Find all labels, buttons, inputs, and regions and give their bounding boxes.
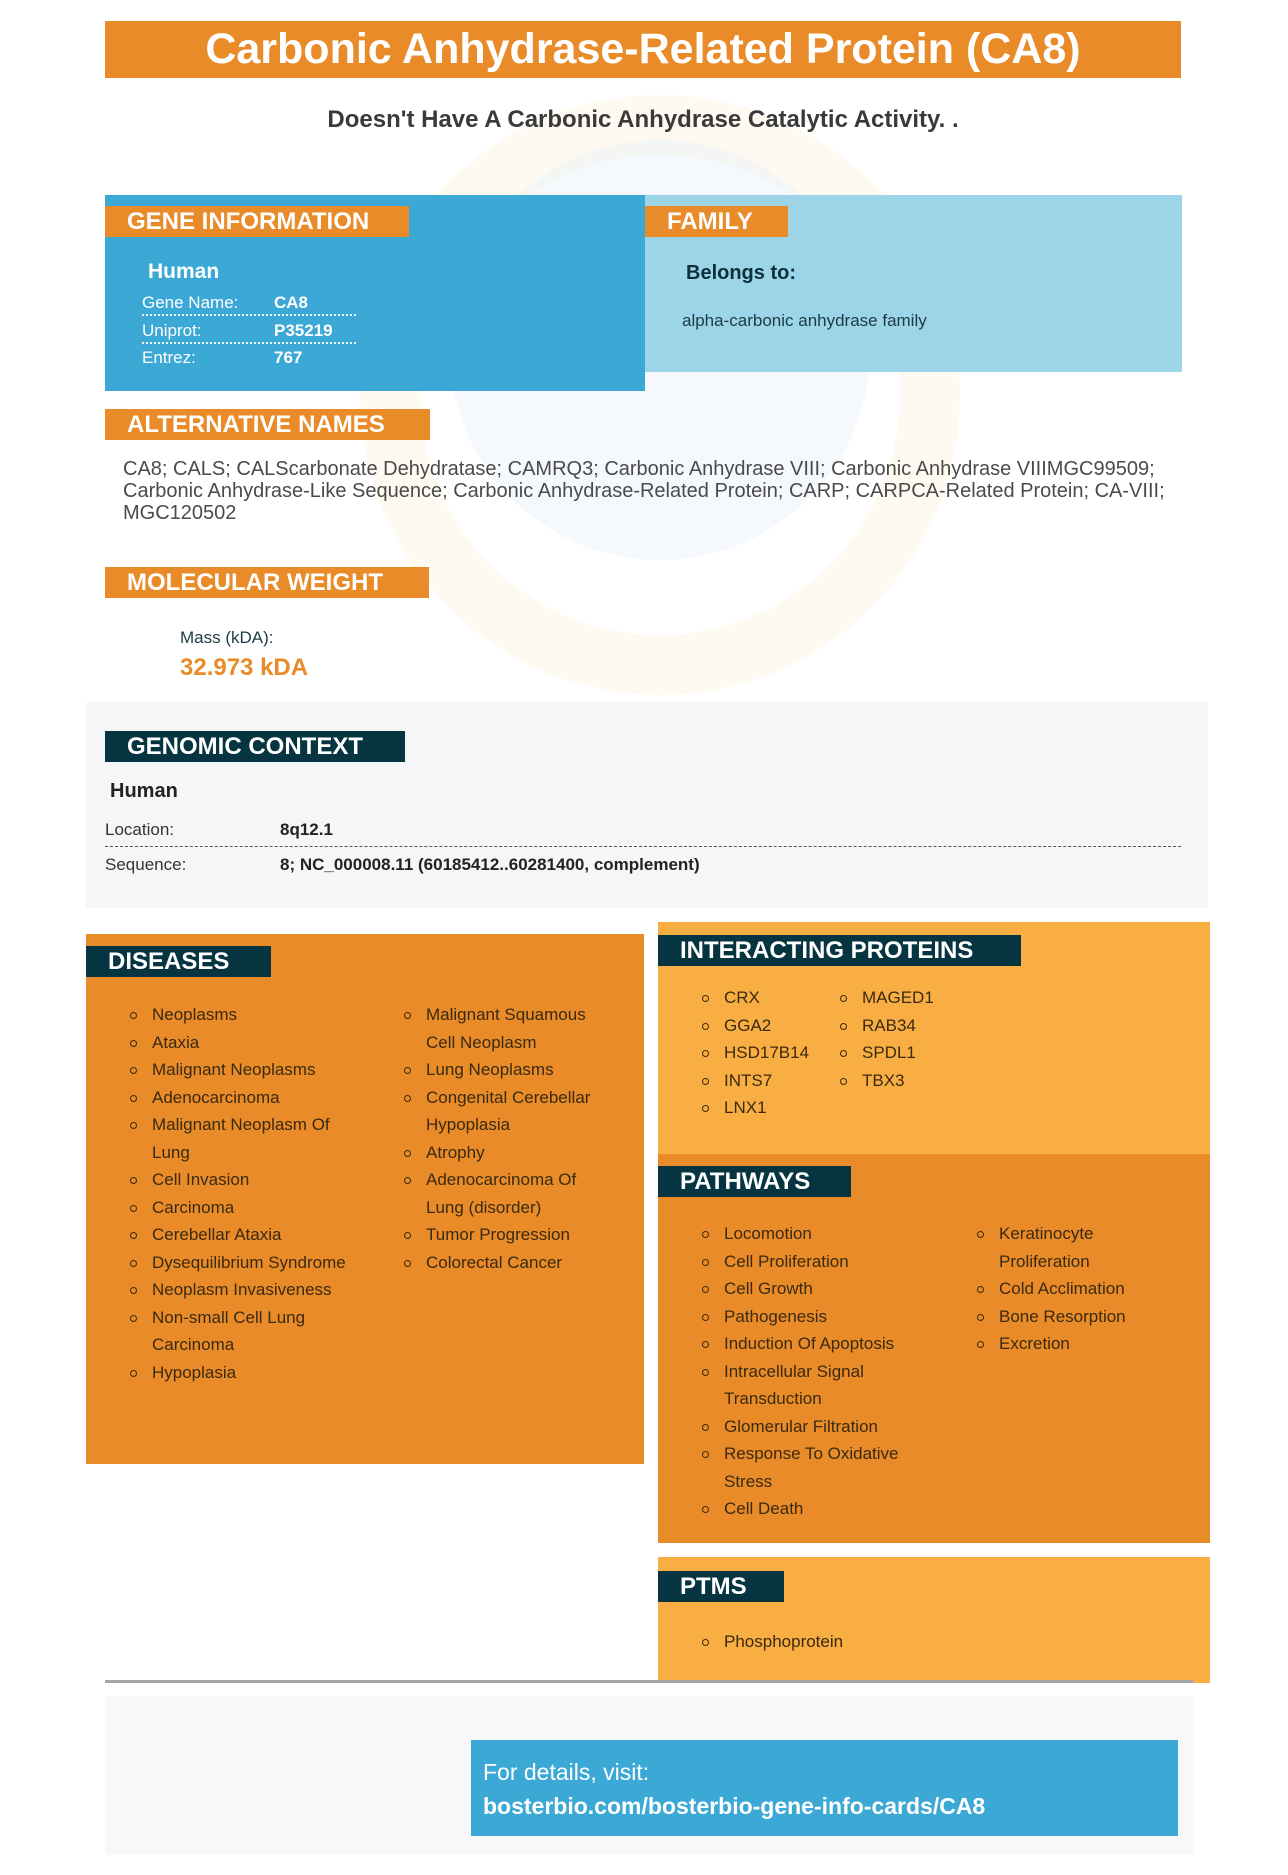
- alternative-names-heading: ALTERNATIVE NAMES: [105, 409, 430, 440]
- list-item: Pathogenesis: [702, 1303, 912, 1331]
- list-item: TBX3: [840, 1067, 970, 1095]
- list-item: Cell Death: [702, 1495, 912, 1523]
- list-item: LNX1: [702, 1094, 832, 1122]
- page-title: Carbonic Anhydrase-Related Protein (CA8): [105, 21, 1181, 78]
- list-item: Malignant Neoplasm Of Lung: [130, 1111, 360, 1166]
- list-item: Adenocarcinoma: [130, 1084, 360, 1112]
- watermark-logo-ring: [360, 95, 960, 695]
- ptms-heading: PTMS: [658, 1571, 784, 1602]
- diseases-heading: DISEASES: [86, 946, 271, 977]
- entrez-row: [142, 344, 356, 371]
- sequence-row: [105, 848, 1181, 882]
- diseases-list-col1: [130, 1001, 360, 1386]
- list-item: Lung Neoplasms: [404, 1056, 604, 1084]
- location-value: 8q12.1: [280, 820, 333, 839]
- list-item: Colorectal Cancer: [404, 1249, 604, 1277]
- list-item: Adenocarcinoma Of Lung (disorder): [404, 1166, 604, 1221]
- list-item: Malignant Squamous Cell Neoplasm: [404, 1001, 604, 1056]
- list-item: Cell Proliferation: [702, 1248, 912, 1276]
- list-item: Carcinoma: [130, 1194, 360, 1222]
- genomic-species: Human: [110, 780, 178, 802]
- gene-name-value: CA8: [274, 293, 309, 312]
- list-item: MAGED1: [840, 984, 970, 1012]
- pathways-heading: PATHWAYS: [658, 1166, 851, 1197]
- list-item: CRX: [702, 984, 832, 1012]
- molecular-weight-heading: MOLECULAR WEIGHT: [105, 567, 429, 598]
- page-subtitle: Doesn't Have A Carbonic Anhydrase Catalytic Activity. .: [327, 106, 959, 133]
- visit-label: For details, visit:: [483, 1759, 650, 1785]
- list-item: Congenital Cerebellar Hypoplasia: [404, 1084, 604, 1139]
- details-link-box[interactable]: [471, 1740, 1178, 1836]
- list-item: Hypoplasia: [130, 1359, 360, 1387]
- sequence-label: Sequence:: [105, 855, 187, 874]
- alternative-names-text: CA8; CALS; CALScarbonate Dehydratase; CAMRQ3; Carbonic Anhydrase VIII; Carbonic Anhydrase VIIIMGC99509; Carbonic Anhydrase-Like Sequence; Carbonic Anhydrase-Related Protein; CARP; CARPCA-Related Protein; CA-VIII; MGC120502: [123, 458, 1165, 524]
- list-item: INTS7: [702, 1067, 832, 1095]
- list-item: Malignant Neoplasms: [130, 1056, 360, 1084]
- footer-divider: [105, 1680, 1193, 1683]
- diseases-list-col2: [404, 1001, 604, 1276]
- entrez-label: Entrez:: [142, 348, 196, 367]
- mass-label: Mass (kDA):: [180, 628, 274, 647]
- list-item: Intracellular Signal Transduction: [702, 1358, 912, 1413]
- interacting-proteins-col1: [702, 984, 832, 1122]
- list-item: GGA2: [702, 1012, 832, 1040]
- family-heading: FAMILY: [645, 206, 788, 237]
- belongs-to-label: Belongs to:: [686, 262, 796, 284]
- details-url-link[interactable]: bosterbio.com/bosterbio-gene-info-cards/CA8: [483, 1793, 986, 1819]
- interacting-proteins-col2: [840, 984, 970, 1094]
- list-item: Cerebellar Ataxia: [130, 1221, 360, 1249]
- gene-species: Human: [148, 260, 220, 283]
- list-item: SPDL1: [840, 1039, 970, 1067]
- list-item: Cell Invasion: [130, 1166, 360, 1194]
- gene-information-heading: GENE INFORMATION: [105, 206, 409, 237]
- location-label: Location:: [105, 820, 174, 839]
- list-item: Ataxia: [130, 1029, 360, 1057]
- location-row: [105, 813, 1181, 847]
- list-item: Excretion: [977, 1330, 1177, 1358]
- gene-name-label: Gene Name:: [142, 293, 239, 312]
- list-item: Induction Of Apoptosis: [702, 1330, 912, 1358]
- list-item: Keratinocyte Proliferation: [977, 1220, 1177, 1275]
- list-item: Locomotion: [702, 1220, 912, 1248]
- pathways-list-col1: [702, 1220, 912, 1523]
- list-item: Dysequilibrium Syndrome: [130, 1249, 360, 1277]
- uniprot-value[interactable]: P35219: [274, 321, 333, 340]
- list-item: Cell Growth: [702, 1275, 912, 1303]
- list-item: Response To Oxidative Stress: [702, 1440, 912, 1495]
- uniprot-label: Uniprot:: [142, 321, 202, 340]
- list-item: Neoplasm Invasiveness: [130, 1276, 360, 1304]
- genomic-context-heading: GENOMIC CONTEXT: [105, 731, 405, 762]
- entrez-value[interactable]: 767: [274, 348, 303, 367]
- pathways-list-col2: [977, 1220, 1177, 1358]
- list-item: Neoplasms: [130, 1001, 360, 1029]
- list-item: Non-small Cell Lung Carcinoma: [130, 1304, 360, 1359]
- list-item: Cold Acclimation: [977, 1275, 1177, 1303]
- list-item: Atrophy: [404, 1139, 604, 1167]
- list-item: Phosphoprotein: [702, 1628, 1002, 1656]
- uniprot-row: [142, 317, 356, 344]
- list-item: HSD17B14: [702, 1039, 832, 1067]
- gene-name-row: [142, 289, 356, 316]
- mass-value: 32.973 kDA: [180, 654, 309, 681]
- family-value: alpha-carbonic anhydrase family: [682, 311, 927, 330]
- list-item: Bone Resorption: [977, 1303, 1177, 1331]
- interacting-proteins-heading: INTERACTING PROTEINS: [658, 935, 1021, 966]
- list-item: RAB34: [840, 1012, 970, 1040]
- list-item: Glomerular Filtration: [702, 1413, 912, 1441]
- sequence-value: 8; NC_000008.11 (60185412..60281400, complement): [280, 855, 700, 874]
- list-item: Tumor Progression: [404, 1221, 604, 1249]
- ptms-list: [702, 1628, 1002, 1656]
